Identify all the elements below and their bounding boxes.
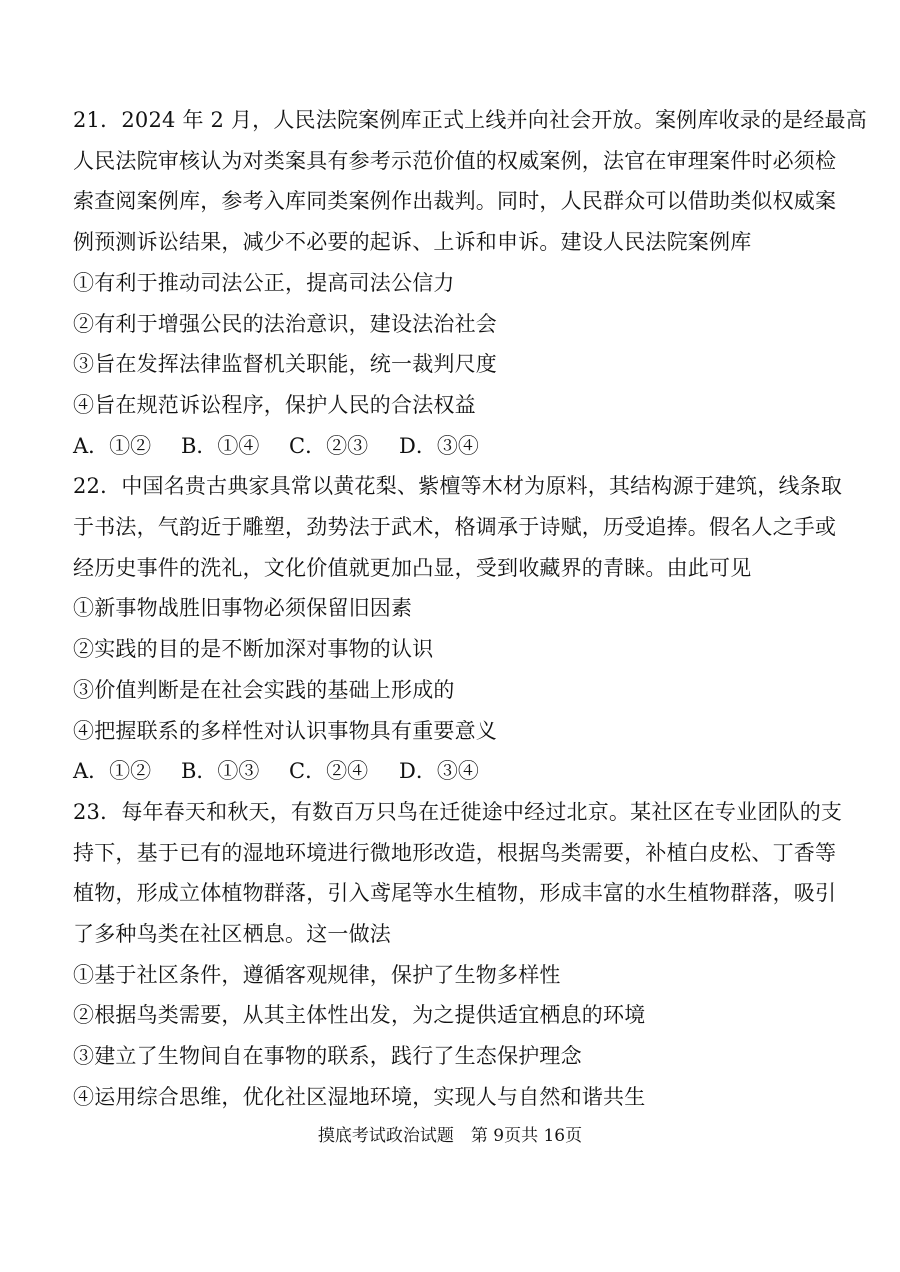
option-3: ③旨在发挥法律监督机关职能，统一裁判尺度	[73, 352, 497, 377]
option-1: ①有利于推动司法公正，提高司法公信力	[73, 270, 455, 295]
question-list	[73, 100, 867, 1118]
answer-choice-d: D．③④	[399, 433, 479, 458]
option-4: ④把握联系的多样性对认识事物具有重要意义	[73, 718, 497, 743]
option-4: ④运用综合思维，优化社区湿地环境，实现人与自然和谐共生	[73, 1084, 646, 1109]
question-stem-line: 例预测诉讼结果，减少不必要的起诉、上诉和申诉。建设人民法院案例库	[73, 230, 752, 255]
question-22	[73, 466, 843, 792]
question-stem-line: 经历史事件的洗礼，文化价值就更加凸显，受到收藏界的青睐。由此可见	[73, 555, 752, 580]
answer-choice-a: A．①②	[73, 433, 152, 458]
option-4: ④旨在规范诉讼程序，保护人民的合法权益	[73, 392, 476, 417]
answer-choice-c: C．②③	[289, 433, 369, 458]
question-21	[73, 100, 867, 466]
answer-choice-d: D．③④	[399, 759, 479, 784]
option-3: ③建立了生物间自在事物的联系，践行了生态保护理念	[73, 1044, 582, 1069]
page-footer: 摸底考试政治试题 第 9页共 16页	[317, 1126, 583, 1146]
answer-choice-a: A．①②	[73, 759, 152, 784]
option-2: ②根据鸟类需要，从其主体性出发，为之提供适宜栖息的环境	[73, 1003, 646, 1028]
option-2: ②有利于增强公民的法治意识，建设法治社会	[73, 311, 497, 336]
question-stem-line: 了多种鸟类在社区栖息。这一做法	[73, 922, 391, 947]
question-stem-line: 持下，基于已有的湿地环境进行微地形改造，根据鸟类需要，补植白皮松、丁香等	[73, 840, 837, 865]
option-2: ②实践的目的是不断加深对事物的认识	[73, 637, 434, 662]
answer-choices	[73, 751, 833, 792]
question-stem-line: 23．每年春天和秋天，有数百万只鸟在迁徙途中经过北京。某社区在专业团队的支	[73, 799, 843, 824]
question-stem-line: 人民法院审核认为对类案具有参考示范价值的权威案例，法官在审理案件时必须检	[73, 148, 837, 173]
answer-choices	[73, 426, 833, 467]
question-stem-line: 21．2024 年 2 月，人民法院案例库正式上线并向社会开放。案例库收录的是经最高	[73, 108, 867, 132]
question-stem-line: 于书法，气韵近于雕塑，劲势法于武术，格调承于诗赋，历受追捧。假名人之手或	[73, 515, 837, 540]
question-23	[73, 792, 843, 1118]
answer-choice-b: B．①③	[181, 759, 260, 784]
answer-choice-b: B．①④	[181, 433, 260, 458]
option-1: ①新事物战胜旧事物必须保留旧因素	[73, 596, 413, 621]
question-stem-line: 22．中国名贵古典家具常以黄花梨、紫檀等木材为原料，其结构源于建筑，线条取	[73, 474, 843, 499]
question-stem-line: 植物，形成立体植物群落，引入鸢尾等水生植物，形成丰富的水生植物群落，吸引	[73, 881, 837, 906]
option-3: ③价值判断是在社会实践的基础上形成的	[73, 677, 455, 702]
question-stem-line: 索查阅案例库，参考入库同类案例作出裁判。同时，人民群众可以借助类似权威案	[73, 189, 837, 214]
answer-choice-c: C．②④	[289, 759, 369, 784]
option-1: ①基于社区条件，遵循客观规律，保护了生物多样性	[73, 962, 561, 987]
